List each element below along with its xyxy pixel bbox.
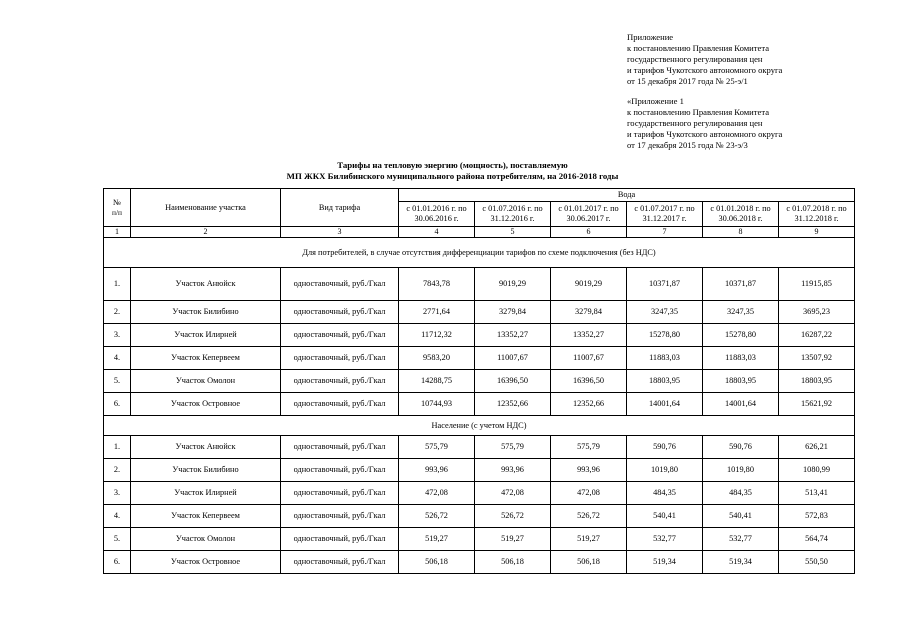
tariff-value: 506,18 (475, 551, 551, 574)
tariff-value: 11007,67 (551, 347, 627, 370)
section-header-row (104, 238, 855, 268)
table-row (104, 347, 855, 370)
tariff-value: 1019,80 (703, 459, 779, 482)
tariff-type: одноставочный, руб./Гкал (281, 301, 399, 324)
table-row (104, 528, 855, 551)
appendix-line: и тарифов Чукотского автономного округа (627, 65, 783, 75)
table-row (104, 324, 855, 347)
table-row (104, 436, 855, 459)
tariff-value: 11007,67 (475, 347, 551, 370)
section-header-row (104, 416, 855, 436)
tariff-value: 519,27 (475, 528, 551, 551)
site-name: Участок Кепервеем (131, 347, 281, 370)
tariff-value: 1019,80 (627, 459, 703, 482)
row-number: 4. (104, 505, 131, 528)
section-title: Для потребителей, в случае отсутствия дифференциации тарифов по схеме подключения (без НДС) (104, 238, 855, 268)
tariff-type: одноставочный, руб./Гкал (281, 393, 399, 416)
tariff-value: 18803,95 (627, 370, 703, 393)
site-name: Участок Островное (131, 393, 281, 416)
site-name: Участок Анюйск (131, 268, 281, 301)
site-name: Участок Омолон (131, 370, 281, 393)
tariff-value: 472,08 (399, 482, 475, 505)
tariff-value: 519,34 (627, 551, 703, 574)
site-name: Участок Анюйск (131, 436, 281, 459)
column-index: 3 (281, 227, 399, 238)
row-number: 6. (104, 551, 131, 574)
tariff-type: одноставочный, руб./Гкал (281, 482, 399, 505)
tariff-value: 13507,92 (779, 347, 855, 370)
tariff-value: 526,72 (399, 505, 475, 528)
tariff-value: 10744,93 (399, 393, 475, 416)
tariff-value: 11712,32 (399, 324, 475, 347)
tariff-value: 12352,66 (551, 393, 627, 416)
tariff-value: 15621,92 (779, 393, 855, 416)
tariff-value: 590,76 (627, 436, 703, 459)
appendix-line: и тарифов Чукотского автономного округа (627, 129, 783, 139)
tariff-value: 993,96 (475, 459, 551, 482)
appendix-line: государственного регулирования цен (627, 54, 763, 64)
tariff-value: 3247,35 (627, 301, 703, 324)
tariff-value: 16396,50 (551, 370, 627, 393)
tariff-value: 10371,87 (627, 268, 703, 301)
tariff-type: одноставочный, руб./Гкал (281, 505, 399, 528)
header-period: с 01.07.2016 г. по 31.12.2016 г. (475, 202, 551, 227)
header-period: с 01.01.2016 г. по 30.06.2016 г. (399, 202, 475, 227)
tariff-value: 3695,23 (779, 301, 855, 324)
header-no (104, 189, 131, 227)
site-name: Участок Илирней (131, 482, 281, 505)
tariff-value: 9019,29 (551, 268, 627, 301)
tariff-value: 9019,29 (475, 268, 551, 301)
column-index-row (104, 227, 855, 238)
tariff-value: 14001,64 (703, 393, 779, 416)
appendix-line: Приложение (627, 32, 674, 42)
tariff-value: 10371,87 (703, 268, 779, 301)
site-name: Участок Билибино (131, 301, 281, 324)
header-period: с 01.07.2018 г. по 31.12.2018 г. (779, 202, 855, 227)
table-row (104, 551, 855, 574)
row-number: 1. (104, 436, 131, 459)
header-group-water: Вода (399, 189, 855, 202)
header-no-symbol: № (113, 198, 121, 207)
row-number: 1. (104, 268, 131, 301)
tariff-type: одноставочный, руб./Гкал (281, 370, 399, 393)
row-number: 3. (104, 482, 131, 505)
tariff-value: 14288,75 (399, 370, 475, 393)
appendix-note-original (627, 96, 782, 151)
tariff-type: одноставочный, руб./Гкал (281, 459, 399, 482)
appendix-line: к постановлению Правления Комитета (627, 43, 770, 53)
tariff-value: 484,35 (627, 482, 703, 505)
column-index: 6 (551, 227, 627, 238)
tariff-value: 532,77 (627, 528, 703, 551)
tariff-value: 526,72 (475, 505, 551, 528)
column-index: 7 (627, 227, 703, 238)
tariff-value: 626,21 (779, 436, 855, 459)
tariff-value: 575,79 (551, 436, 627, 459)
column-index: 5 (475, 227, 551, 238)
header-period: с 01.01.2018 г. по 30.06.2018 г. (703, 202, 779, 227)
tariff-type: одноставочный, руб./Гкал (281, 347, 399, 370)
tariff-value: 7843,78 (399, 268, 475, 301)
tariff-type: одноставочный, руб./Гкал (281, 528, 399, 551)
tariff-value: 550,50 (779, 551, 855, 574)
appendix-line: от 17 декабря 2015 года № 23-э/3 (627, 140, 748, 150)
tariff-value: 16287,22 (779, 324, 855, 347)
tariff-value: 484,35 (703, 482, 779, 505)
row-number: 6. (104, 393, 131, 416)
tariff-value: 472,08 (475, 482, 551, 505)
title-line-1: Тарифы на тепловую энергию (мощность), поставляемую (337, 160, 568, 170)
header-period: с 01.07.2017 г. по 31.12.2017 г. (627, 202, 703, 227)
section-title: Население (с учетом НДС) (104, 416, 855, 436)
tariff-value: 18803,95 (779, 370, 855, 393)
tariff-value: 590,76 (703, 436, 779, 459)
row-number: 3. (104, 324, 131, 347)
tariff-value: 506,18 (551, 551, 627, 574)
tariffs-table (103, 188, 855, 574)
appendix-line: государственного регулирования цен (627, 118, 763, 128)
row-number: 2. (104, 301, 131, 324)
site-name: Участок Билибино (131, 459, 281, 482)
table-row (104, 301, 855, 324)
tariff-value: 540,41 (627, 505, 703, 528)
site-name: Участок Илирней (131, 324, 281, 347)
appendix-line: к постановлению Правления Комитета (627, 107, 770, 117)
appendix-line: «Приложение 1 (627, 96, 684, 106)
tariff-value: 513,41 (779, 482, 855, 505)
tariff-value: 18803,95 (703, 370, 779, 393)
tariff-value: 572,83 (779, 505, 855, 528)
header-type: Вид тарифа (281, 189, 399, 227)
tariff-value: 3279,84 (475, 301, 551, 324)
tariff-value: 13352,27 (551, 324, 627, 347)
column-index: 1 (104, 227, 131, 238)
tariff-value: 3247,35 (703, 301, 779, 324)
site-name: Участок Кепервеем (131, 505, 281, 528)
site-name: Участок Островное (131, 551, 281, 574)
tariff-value: 564,74 (779, 528, 855, 551)
tariff-value: 993,96 (551, 459, 627, 482)
title-line-2: МП ЖКХ Билибинского муниципального района потребителям, на 2016-2018 годы (286, 171, 619, 181)
tariff-type: одноставочный, руб./Гкал (281, 324, 399, 347)
document-title (0, 160, 905, 182)
tariff-type: одноставочный, руб./Гкал (281, 436, 399, 459)
tariff-value: 9583,20 (399, 347, 475, 370)
tariff-value: 15278,80 (703, 324, 779, 347)
tariff-value: 11915,85 (779, 268, 855, 301)
column-index: 2 (131, 227, 281, 238)
row-number: 5. (104, 528, 131, 551)
tariff-value: 11883,03 (627, 347, 703, 370)
tariff-type: одноставочный, руб./Гкал (281, 551, 399, 574)
tariff-type: одноставочный, руб./Гкал (281, 268, 399, 301)
tariff-value: 993,96 (399, 459, 475, 482)
appendix-line: от 15 декабря 2017 года № 25-э/1 (627, 76, 748, 86)
table-row (104, 370, 855, 393)
column-index: 9 (779, 227, 855, 238)
table-row (104, 505, 855, 528)
tariff-value: 575,79 (399, 436, 475, 459)
tariff-value: 15278,80 (627, 324, 703, 347)
tariff-value: 16396,50 (475, 370, 551, 393)
table-row (104, 268, 855, 301)
tariff-value: 519,27 (551, 528, 627, 551)
tariff-value: 3279,84 (551, 301, 627, 324)
appendix-note-current (627, 32, 782, 87)
header-period: с 01.01.2017 г. по 30.06.2017 г. (551, 202, 627, 227)
tariff-value: 540,41 (703, 505, 779, 528)
header-name: Наименование участка (131, 189, 281, 227)
tariff-value: 11883,03 (703, 347, 779, 370)
row-number: 5. (104, 370, 131, 393)
tariff-value: 506,18 (399, 551, 475, 574)
tariff-value: 575,79 (475, 436, 551, 459)
tariff-value: 1080,99 (779, 459, 855, 482)
tariff-value: 472,08 (551, 482, 627, 505)
column-index: 8 (703, 227, 779, 238)
tariff-value: 14001,64 (627, 393, 703, 416)
tariff-value: 519,27 (399, 528, 475, 551)
tariff-value: 13352,27 (475, 324, 551, 347)
site-name: Участок Омолон (131, 528, 281, 551)
table-row (104, 393, 855, 416)
row-number: 4. (104, 347, 131, 370)
tariff-value: 2771,64 (399, 301, 475, 324)
table-row (104, 482, 855, 505)
header-no-abbr: п/п (112, 208, 122, 217)
table-row (104, 459, 855, 482)
tariff-value: 532,77 (703, 528, 779, 551)
row-number: 2. (104, 459, 131, 482)
column-index: 4 (399, 227, 475, 238)
tariff-value: 526,72 (551, 505, 627, 528)
tariff-value: 519,34 (703, 551, 779, 574)
tariff-value: 12352,66 (475, 393, 551, 416)
